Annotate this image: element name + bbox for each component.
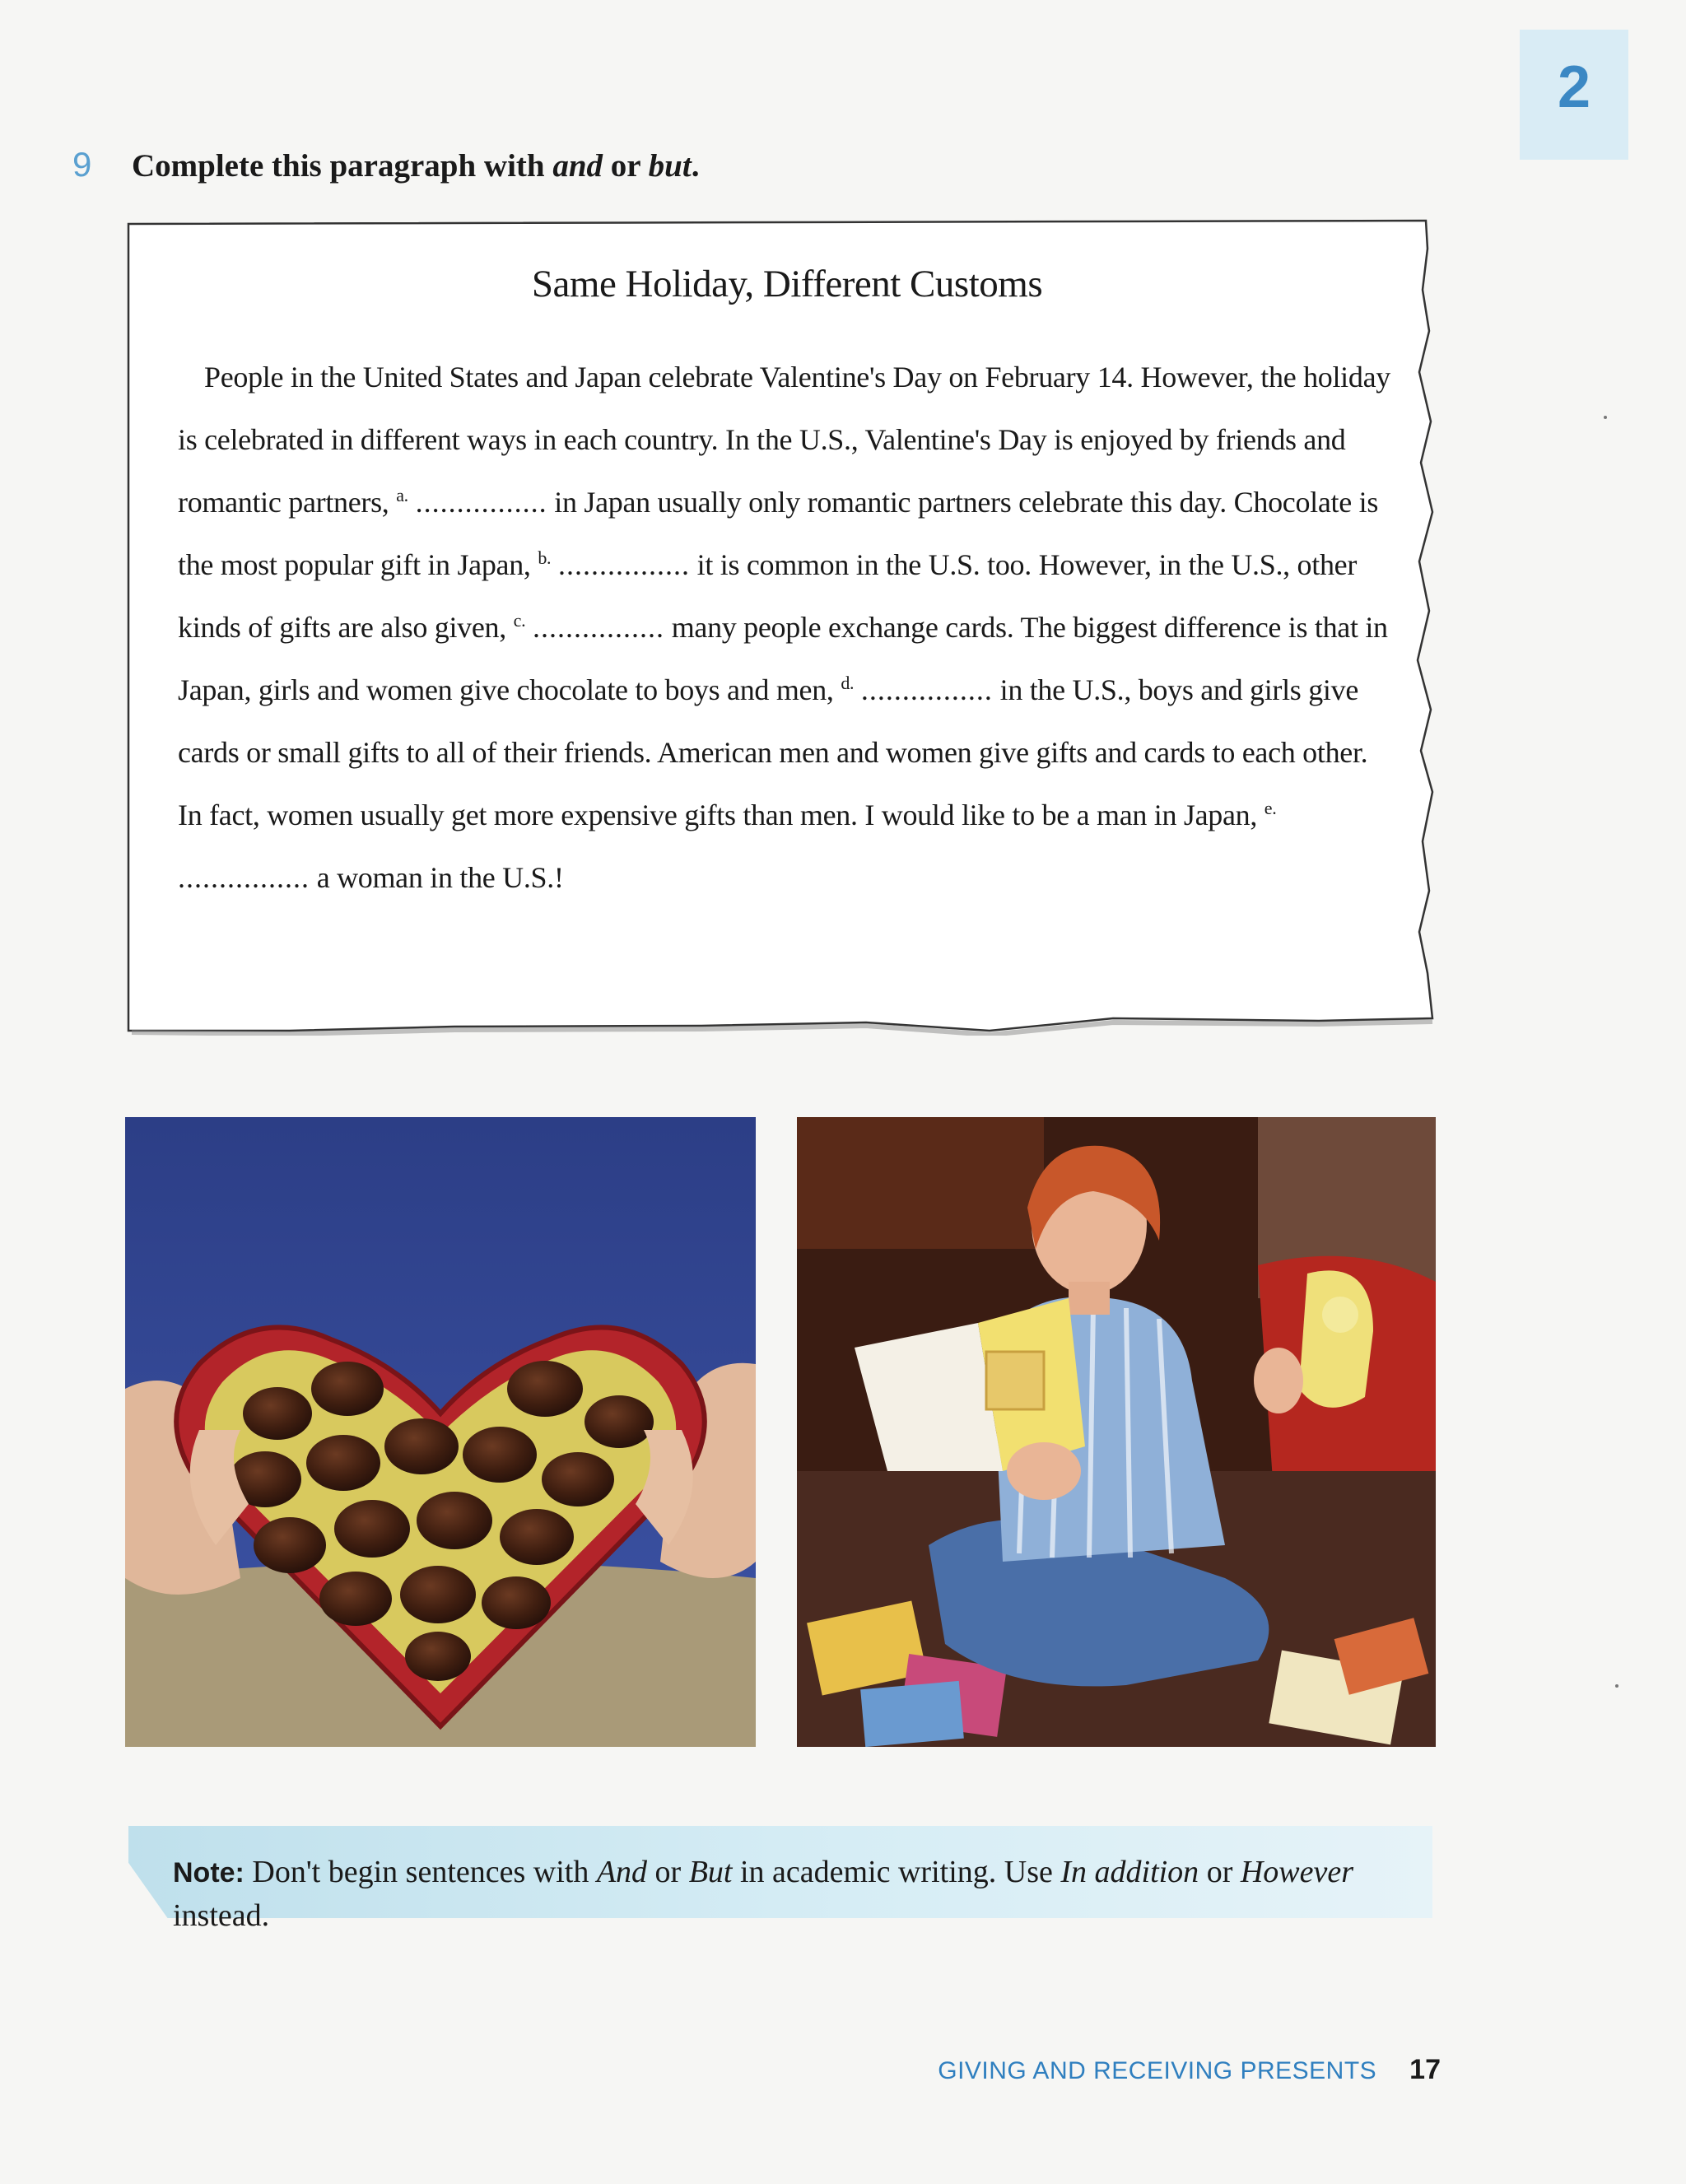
- exercise-number: 9: [72, 145, 92, 184]
- page-footer: [906, 2054, 1441, 2086]
- scan-speck: [1604, 416, 1607, 419]
- scan-speck: [1615, 1684, 1618, 1688]
- passage-segment: People in the United States and Japan celebrate Valentine's Day on February 14. However, the holiday is celebrated in different ways in each country. In the U.S., Valentine's Day is enjoyed by friends and romantic partners,: [178, 361, 1390, 519]
- passage-paragraph: [178, 346, 1396, 909]
- girl-with-cards-photo: [797, 1117, 1436, 1747]
- passage-segment: many people exchange cards. The biggest difference is that in Japan, girls and women give chocolate to boys and men,: [178, 611, 1388, 706]
- blank-e[interactable]: $^{e.}$ ................: [178, 798, 1277, 894]
- blank-a[interactable]: $^{a.}$ ................: [396, 485, 547, 519]
- chapter-title: GIVING AND RECEIVING PRESENTS: [938, 2057, 1377, 2084]
- passage-title: Same Holiday, Different Customs: [531, 263, 1043, 305]
- chocolate-box-photo: [125, 1117, 756, 1747]
- blank-c[interactable]: $^{c.}$ ................: [513, 610, 664, 644]
- chapter-number: 2: [1557, 54, 1591, 120]
- blank-b[interactable]: $^{b.}$ ................: [538, 547, 690, 581]
- passage-box: [125, 216, 1434, 1036]
- passage-segment: in Japan usually only romantic partners celebrate this day. Chocolate is the most popular gift in Japan,: [178, 486, 1379, 581]
- passage-segment: a woman in the U.S.!: [316, 861, 564, 894]
- note-text: Note: Don't begin sentences with And or But in academic writing. Use In addition or However instead.: [173, 1855, 1354, 1933]
- passage-segment: it is common in the U.S. too. However, in the U.S., other kinds of gifts are also given,: [178, 548, 1358, 644]
- chapter-tab: [1520, 30, 1628, 160]
- exercise-instruction: Complete this paragraph with and or but.: [132, 148, 700, 184]
- passage-content: [178, 262, 1396, 938]
- blank-d[interactable]: $^{d.}$ ................: [841, 673, 993, 706]
- passage-segment: in the U.S., boys and girls give cards or small gifts to all of their friends. American men and women give gifts and cards to each other. In fact, women usually get more expensive gifts than men. I would like to be a man in Japan,: [178, 673, 1368, 831]
- note-label: Note:: [173, 1857, 245, 1888]
- teddy-card: [1299, 1270, 1373, 1407]
- girl-with-cards-illustration: [797, 1117, 1436, 1747]
- page-number: 17: [1409, 2054, 1441, 2085]
- chocolate-box-illustration: [125, 1117, 756, 1747]
- exercise-heading: [72, 145, 699, 184]
